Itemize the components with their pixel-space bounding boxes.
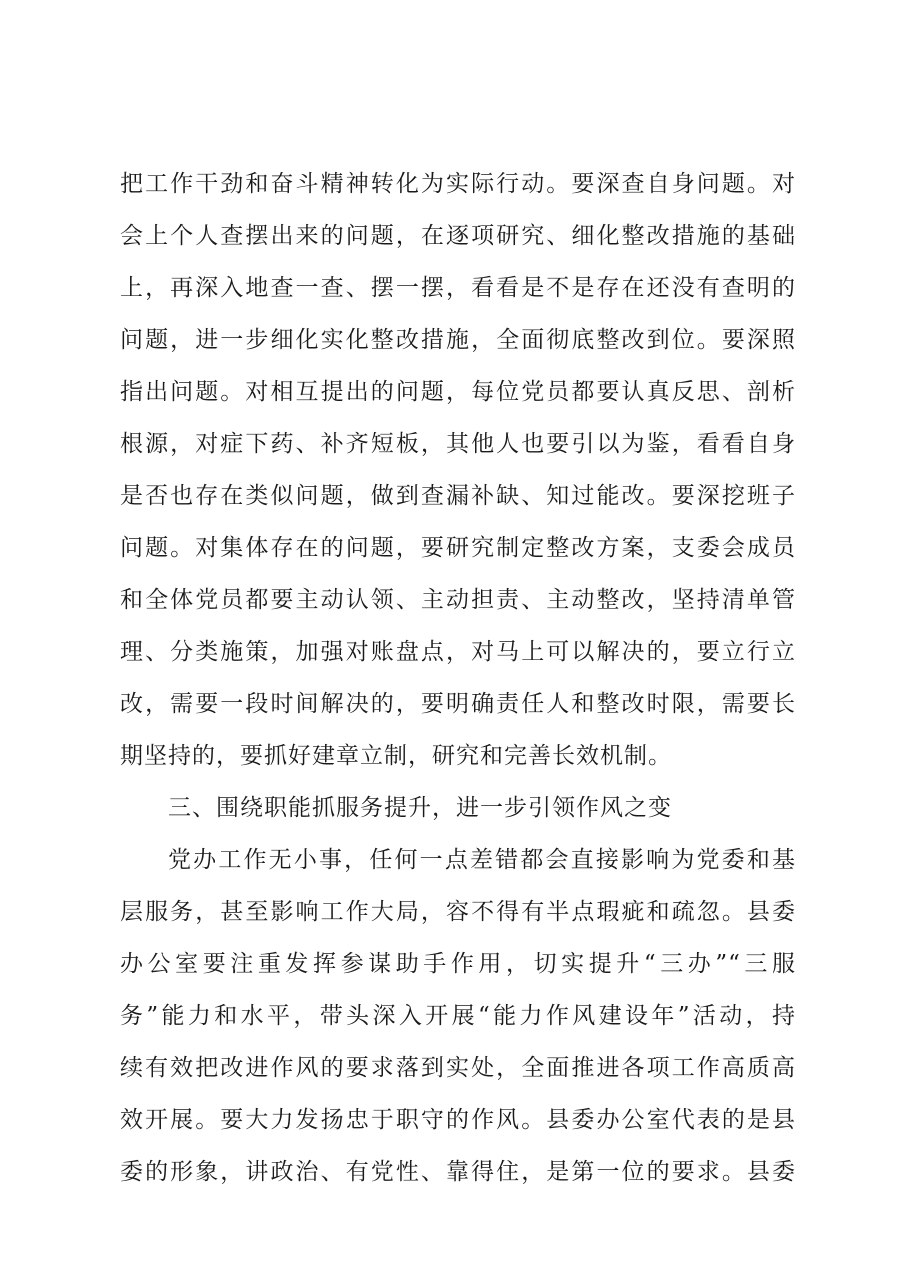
text-line: 效开展。要大力发扬忠于职守的作风。县委办公室代表的是县 [120, 1107, 796, 1133]
text-line: 层服务，甚至影响工作大局，容不得有半点瑕疵和疏忽。县委 [120, 899, 796, 925]
text-line: 根源，对症下药、补齐短板，其他人也要引以为鉴，看看自身 [120, 431, 796, 457]
text-line: 问题。对集体存在的问题，要研究制定整改方案，支委会成员 [120, 535, 796, 561]
section-heading: 三、围绕职能抓服务提升，进一步引领作风之变 [168, 795, 672, 821]
paragraph-last-line: 期坚持的，要抓好建章立制，研究和完善长效机制。 [120, 743, 672, 769]
text-line: 办公室要注重发挥参谋助手作用，切实提升“三办”“三服 [120, 951, 796, 977]
text-line: 委的形象，讲政治、有党性、靠得住，是第一位的要求。县委 [120, 1159, 796, 1185]
text-line: 把工作干劲和奋斗精神转化为实际行动。要深查自身问题。对 [120, 171, 796, 197]
text-line: 指出问题。对相互提出的问题，每位党员都要认真反思、剖析 [120, 379, 796, 405]
text-line: 上，再深入地查一查、摆一摆，看看是不是存在还没有查明的 [120, 275, 796, 301]
text-line: 问题，进一步细化实化整改措施，全面彻底整改到位。要深照 [120, 327, 796, 353]
document-body [120, 158, 796, 1198]
text-line: 和全体党员都要主动认领、主动担责、主动整改，坚持清单管 [120, 587, 796, 613]
text-line: 务”能力和水平，带头深入开展“能力作风建设年”活动，持 [120, 1003, 796, 1029]
text-line: 改，需要一段时间解决的，要明确责任人和整改时限，需要长 [120, 691, 796, 717]
text-line: 续有效把改进作风的要求落到实处，全面推进各项工作高质高 [120, 1055, 796, 1081]
text-line: 是否也存在类似问题，做到查漏补缺、知过能改。要深挖班子 [120, 483, 796, 509]
paragraph-first-line: 党办工作无小事，任何一点差错都会直接影响为党委和基 [168, 847, 796, 873]
text-line: 会上个人查摆出来的问题，在逐项研究、细化整改措施的基础 [120, 223, 796, 249]
text-line: 理、分类施策，加强对账盘点，对马上可以解决的，要立行立 [120, 639, 796, 665]
